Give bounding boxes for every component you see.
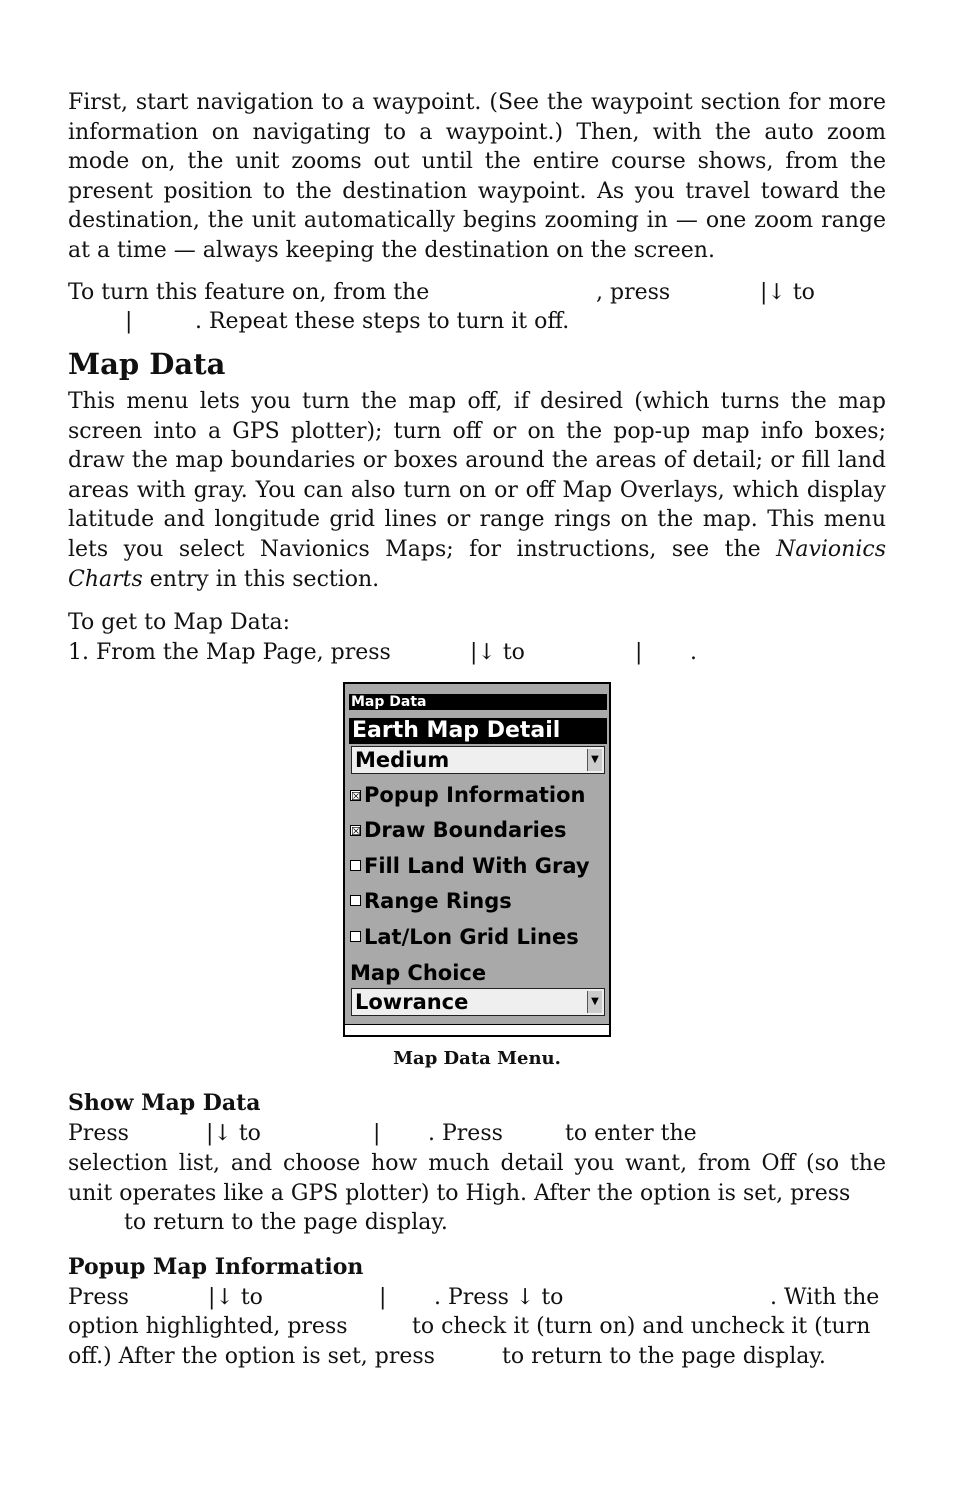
screen-title: Map Data — [349, 694, 607, 710]
checkbox-icon[interactable] — [350, 860, 361, 871]
section-title — [68, 346, 225, 382]
show-l2: selection list, and choose how much detail you want, from Off (so the unit operates like a GPS plotter) to High. After the option is set, press — [68, 1151, 886, 1206]
map-data-screen — [343, 682, 611, 1037]
option-label: Draw Boundaries — [364, 818, 567, 842]
popup-l1-d: . Press ↓ to — [434, 1285, 564, 1310]
popup-l3-a: off.) After the option is set, press — [68, 1344, 435, 1369]
dropdown-arrow-icon: ▼ — [587, 991, 602, 1013]
checkbox-icon[interactable]: ☒ — [351, 790, 361, 803]
navionics-charts-ref: Navionics Charts — [68, 536, 886, 592]
show-l1-c: | — [373, 1121, 381, 1146]
get-to-line1: To get to Map Data: — [68, 610, 291, 635]
popup-l2-b: to check it (turn on) and uncheck it (turn — [412, 1314, 871, 1339]
dropdown-arrow-icon: ▼ — [587, 749, 602, 771]
popup-l1-c: | — [379, 1285, 387, 1310]
option-range-rings[interactable] — [350, 888, 512, 914]
option-label: Range Rings — [364, 889, 512, 913]
figure-caption: Map Data Menu. — [393, 1048, 561, 1069]
intro-block — [68, 88, 886, 266]
show-l1-e: to enter the — [565, 1121, 697, 1146]
popup-info-title: Popup Map Information — [68, 1254, 364, 1280]
show-l1-b: |↓ to — [206, 1121, 261, 1146]
option-label: Popup Information — [364, 783, 586, 807]
popup-l2-a: option highlighted, press — [68, 1314, 348, 1339]
checkbox-icon[interactable]: ☒ — [351, 825, 361, 838]
turn-on-text-3: |↓ to — [760, 280, 815, 305]
map-choice-select[interactable] — [351, 988, 605, 1016]
option-label: Lat/Lon Grid Lines — [364, 925, 579, 949]
show-map-data-title: Show Map Data — [68, 1090, 261, 1116]
section-paragraph — [68, 387, 886, 594]
checkbox-icon[interactable] — [350, 931, 361, 942]
intro-paragraph: First, start navigation to a waypoint. (See the waypoint section for more information on navigating to a waypoint.) Then, with the auto zoom mode on, the unit zooms out until the entire course shows, from the present position to the destination waypoint. As you travel toward the destination, the unit automatically begins zooming in — one zoom range at a time — always keeping the destination on the screen. — [68, 90, 886, 263]
popup-l1-b: |↓ to — [208, 1285, 263, 1310]
turn-on-text-1: To turn this feature on, from the — [68, 280, 430, 305]
turn-on-text-4: | — [125, 309, 133, 334]
detail-select[interactable] — [351, 746, 605, 774]
section-title-text: Map Data — [68, 347, 226, 381]
section-paragraph-main: This menu lets you turn the map off, if desired (which turns the map screen into a GPS plotter); turn off or on the pop-up map info boxes; draw the map boundaries or boxes around the areas of detail; or fill land areas with gray. You can also turn on or off Map Overlays, which display latitude and longitude grid lines or range rings on the map. This menu lets you select Navionics Maps; for instructions, see the — [68, 389, 886, 562]
checkbox-icon[interactable] — [350, 895, 361, 906]
earth-map-detail-heading[interactable]: Earth Map Detail — [349, 718, 607, 744]
map-choice-value: Lowrance — [355, 990, 469, 1014]
option-fill-land-with-gray[interactable] — [350, 853, 590, 879]
show-l1-a: Press — [68, 1121, 129, 1146]
get-to-line2-b: |↓ to — [470, 640, 525, 665]
get-to-line2-d: . — [690, 640, 697, 665]
get-to-line2-c: | — [635, 640, 643, 665]
detail-select-value: Medium — [355, 748, 450, 772]
option-popup-information[interactable] — [350, 782, 586, 808]
popup-l1-e: . With the — [770, 1285, 880, 1310]
show-l1-d: . Press — [428, 1121, 503, 1146]
section-body — [68, 387, 886, 594]
show-l3: to return to the page display. — [124, 1210, 448, 1235]
status-strip — [345, 1024, 611, 1035]
popup-l3-b: to return to the page display. — [502, 1344, 826, 1369]
map-choice-label: Map Choice — [350, 961, 487, 985]
popup-l1-a: Press — [68, 1285, 129, 1310]
turn-on-text-2: , press — [596, 280, 671, 305]
option-draw-boundaries[interactable] — [350, 817, 567, 843]
section-paragraph-end: entry in this section. — [149, 566, 380, 592]
show-body — [68, 1149, 886, 1208]
turn-on-text-5: . Repeat these steps to turn it off. — [195, 309, 570, 334]
option-lat-lon-grid-lines[interactable] — [350, 924, 579, 950]
option-label: Fill Land With Gray — [364, 854, 590, 878]
get-to-line2-a: 1. From the Map Page, press — [68, 640, 391, 665]
